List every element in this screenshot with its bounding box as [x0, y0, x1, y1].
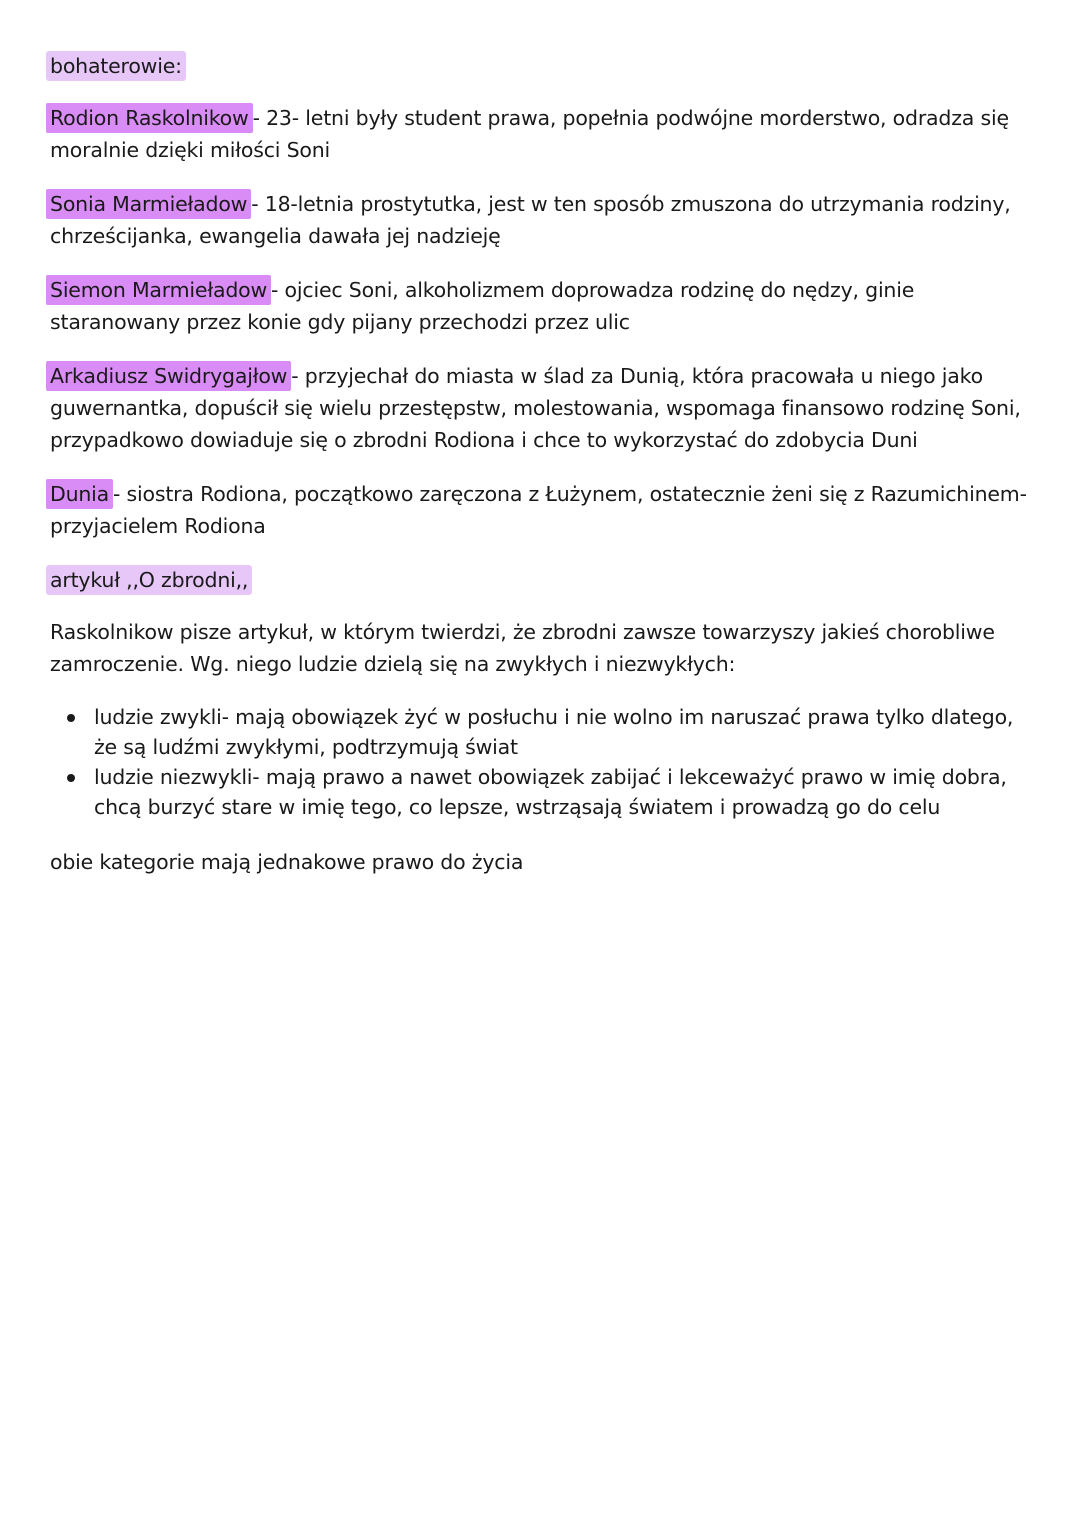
bullet-icon [67, 714, 75, 722]
heading-article-text: artykuł ,,O zbrodni,, [46, 565, 252, 595]
character-entry [50, 102, 1032, 166]
character-name: Siemon Marmieładow [46, 275, 271, 305]
character-description: - przyjechał do miasta w ślad za Dunią, która pracowała u niego jako guwernantka, dopuścił się wielu przestępstw, molestowania, wspomaga finansowo rodzinę Soni, przypadkowo dowiaduje się o zbrodni Rodiona i chce to wykorzystać do zdobycia Duni [50, 364, 1021, 452]
character-description: - ojciec Soni, alkoholizmem doprowadza rodzinę do nędzy, ginie staranowany przez konie gdy pijany przechodzi przez ulic [50, 278, 915, 334]
character-description: - 23- letni były student prawa, popełnia podwójne morderstwo, odradza się moralnie dzięki miłości Soni [50, 106, 1009, 162]
list-item [50, 702, 1032, 762]
heading-heroes-text: bohaterowie: [46, 51, 186, 81]
character-entry [50, 188, 1032, 252]
list-item-text: ludzie zwykli- mają obowiązek żyć w posłuchu i nie wolno im naruszać prawa tylko dlatego, że są ludźmi zwykłymi, podtrzymują świat [94, 705, 1014, 759]
character-entry [50, 360, 1032, 456]
character-name: Rodion Raskolnikow [46, 103, 253, 133]
character-name: Dunia [46, 479, 113, 509]
character-entry [50, 478, 1032, 542]
bullet-list [50, 702, 1032, 822]
article-intro: Raskolnikow pisze artykuł, w którym twierdzi, że zbrodni zawsze towarzyszy jakieś chorobliwe zamroczenie. Wg. niego ludzie dzielą się na zwykłych i niezwykłych: [50, 620, 995, 676]
character-name: Arkadiusz Swidrygajłow [46, 361, 291, 391]
character-description: - siostra Rodiona, początkowo zaręczona z Łużynem, ostatecznie żeni się z Razumichinem- przyjacielem Rodiona [50, 482, 1027, 538]
list-item [50, 762, 1032, 822]
character-entry [50, 274, 1032, 338]
heading-heroes [50, 50, 1032, 82]
character-name: Sonia Marmieładow [46, 189, 251, 219]
heading-article [50, 564, 1032, 596]
bullet-icon [67, 774, 75, 782]
conclusion: obie kategorie mają jednakowe prawo do życia [50, 850, 524, 874]
character-description: - 18-letnia prostytutka, jest w ten sposób zmuszona do utrzymania rodziny, chrześcijanka, ewangelia dawała jej nadzieję [50, 192, 1011, 248]
list-item-text: ludzie niezwykli- mają prawo a nawet obowiązek zabijać i lekceważyć prawo w imię dobra, chcą burzyć stare w imię tego, co lepsze, wstrząsają światem i prowadzą go do celu [94, 765, 1007, 819]
